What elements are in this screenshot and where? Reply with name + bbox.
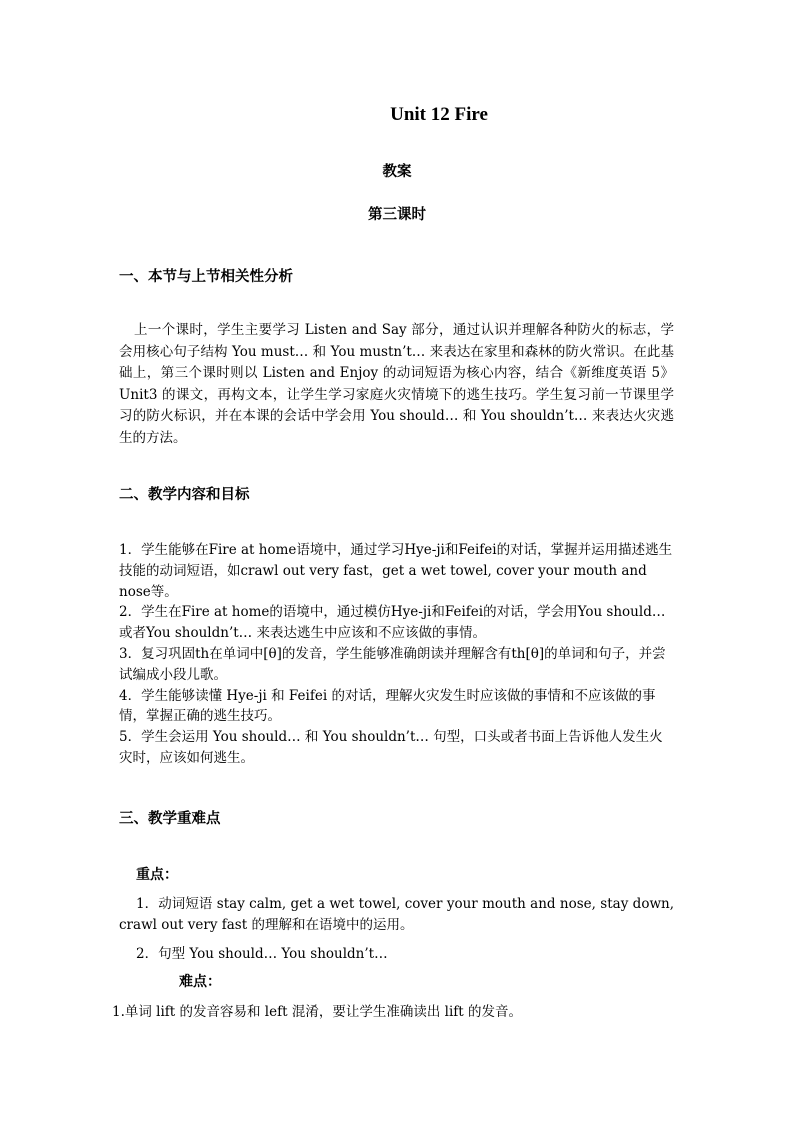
list-item: 1．学生能够在Fire at home语境中，通过学习Hye-ji和Feifei的对话，掌握并运用描述逃生技能的动词短语，如crawl out very fast，get a wet towel, cover your mouth and nose等。 xyxy=(119,542,673,600)
section-heading-analysis: 一、本节与上节相关性分析 xyxy=(119,268,293,285)
list-item: 2．学生在Fire at home的语境中，通过模仿Hye-ji和Feifei的对话，学会用You should… 或者You shouldn’t… 来表达逃生中应该和不应该做的事情。 xyxy=(119,604,666,642)
section-heading-objectives: 二、教学内容和目标 xyxy=(119,486,250,503)
lesson-label: 第三课时 xyxy=(368,206,426,223)
key-point-item: 1．动词短语 stay calm, get a wet towel, cover your mouth and nose, stay down, crawl out very fast 的理解和在语境中的运用。 xyxy=(119,896,674,933)
section-heading-key-points: 三、教学重难点 xyxy=(119,810,221,827)
difficult-points-label: 难点： xyxy=(179,974,221,990)
document-title: Unit 12 Fire xyxy=(390,104,488,125)
key-point-item: 2．句型 You should… You shouldn’t… xyxy=(136,946,388,962)
list-item: 4．学生能够读懂 Hye-ji 和 Feifei 的对话，理解火灾发生时应该做的事情和不应该做的事情，掌握正确的逃生技巧。 xyxy=(119,687,656,725)
key-points-label: 重点： xyxy=(136,867,178,883)
objectives-list xyxy=(119,540,674,769)
analysis-paragraph: 上一个课时，学生主要学习 Listen and Say 部分，通过认识并理解各种防火的标志，学会用核心句子结构 You must… 和 You mustn’t… 来表达在家里和森林的防火常识。在此基础上，第三个课时则以 Listen and Enjoy 的动词短语为核心内容，结合《新维度英语 5》Unit3 的课文，再构文本，让学生学习家庭火灾情境下的逃生技巧。学生复习前一节课里学习的防火标识，并在本课的会话中学会用 You should… 和 You shouldn’t… 来表达火灾逃生的方法。 xyxy=(119,322,674,446)
list-item: 5．学生会运用 You should… 和 You shouldn’t… 句型，口头或者书面上告诉他人发生火灾时，应该如何逃生。 xyxy=(119,729,663,766)
difficult-point-item: 1.单词 lift 的发音容易和 left 混淆，要让学生准确读出 lift 的发音。 xyxy=(112,1004,522,1020)
list-item: 3．复习巩固th在单词中[θ]的发音，学生能够准确朗读并理解含有th[θ]的单词和句子，并尝试编成小段儿歌。 xyxy=(119,645,666,683)
document-subtitle: 教案 xyxy=(382,163,412,180)
